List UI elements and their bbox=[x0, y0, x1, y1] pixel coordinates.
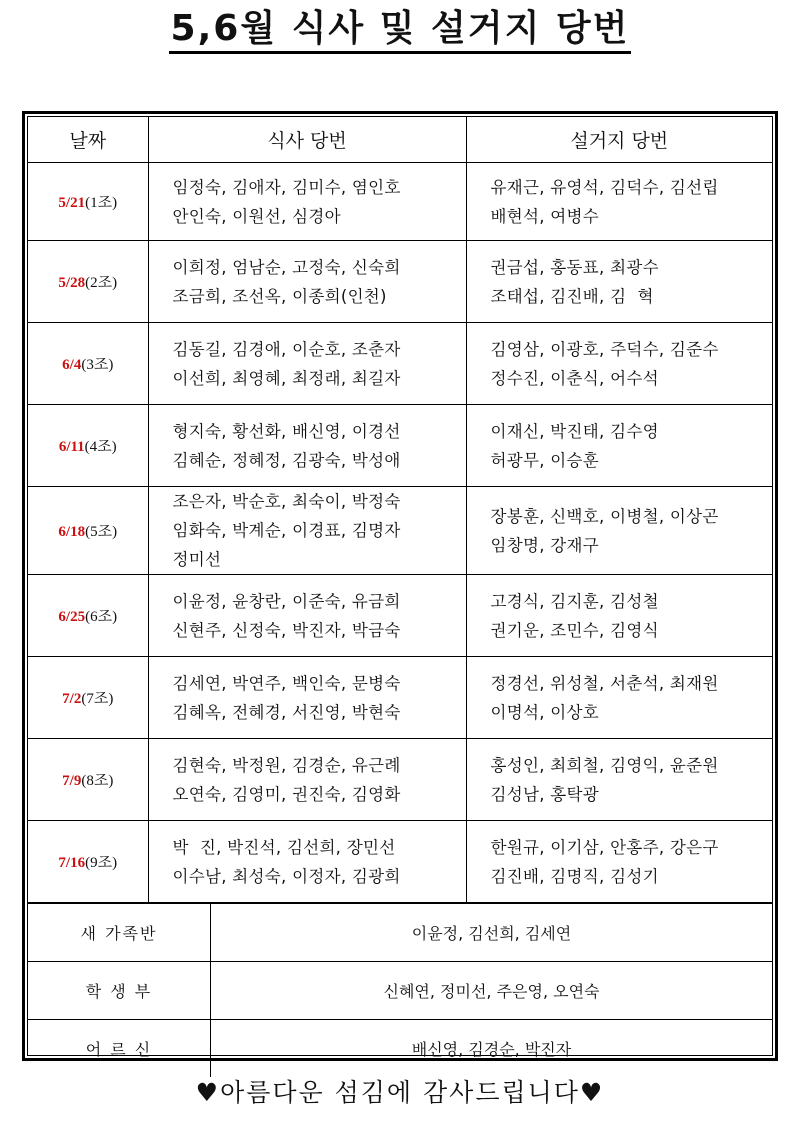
dish-cell bbox=[466, 739, 772, 821]
meal-line: 김혜옥, 전혜경, 서진영, 박현숙 bbox=[172, 702, 401, 722]
meal-line: 김세연, 박연주, 백인숙, 문병숙 bbox=[172, 673, 401, 693]
header-date: 날짜 bbox=[28, 117, 148, 163]
meal-line: 이윤정, 윤창란, 이준숙, 유금희 bbox=[172, 591, 401, 611]
meal-cell bbox=[148, 163, 466, 241]
table-row bbox=[28, 241, 772, 323]
dish-line: 정경선, 위성철, 서춘석, 최재원 bbox=[490, 673, 719, 693]
date-cell bbox=[28, 657, 148, 739]
dish-line: 조태섭, 김진배, 김 혁 bbox=[490, 286, 654, 306]
extra-label: 어 르 신 bbox=[28, 1020, 211, 1078]
meal-cell bbox=[148, 657, 466, 739]
header-dish: 설거지 당번 bbox=[466, 117, 772, 163]
dish-cell bbox=[466, 487, 772, 575]
extra-table bbox=[28, 903, 772, 1077]
dish-cell bbox=[466, 821, 772, 903]
group-text: (4조) bbox=[84, 439, 117, 455]
meal-line: 이수남, 최성숙, 이정자, 김광희 bbox=[172, 866, 401, 886]
schedule-frame bbox=[22, 111, 778, 1061]
date-cell bbox=[28, 323, 148, 405]
group-text: (8조) bbox=[81, 773, 114, 789]
meal-line: 박 진, 박진석, 김선희, 장민선 bbox=[172, 837, 396, 857]
date-cell bbox=[28, 487, 148, 575]
meal-line: 김현숙, 박정원, 김경순, 유근례 bbox=[172, 755, 401, 775]
meal-cell bbox=[148, 821, 466, 903]
extra-names: 이윤정, 김선희, 김세연 bbox=[211, 904, 773, 962]
group-text: (3조) bbox=[81, 357, 114, 373]
extra-row bbox=[28, 962, 772, 1020]
dish-line: 장봉훈, 신백호, 이병철, 이상곤 bbox=[490, 506, 719, 526]
date-text: 7/9 bbox=[62, 773, 82, 789]
table-row bbox=[28, 163, 772, 241]
date-text: 5/28 bbox=[58, 275, 86, 291]
meal-line: 임정숙, 김애자, 김미수, 염인호 bbox=[172, 177, 401, 197]
table-row bbox=[28, 323, 772, 405]
dish-line: 한원규, 이기삼, 안홍주, 강은구 bbox=[490, 837, 719, 857]
dish-line: 김성남, 홍탁광 bbox=[490, 784, 600, 804]
meal-line: 형지숙, 황선화, 배신영, 이경선 bbox=[172, 421, 401, 441]
meal-cell bbox=[148, 405, 466, 487]
date-cell bbox=[28, 163, 148, 241]
group-text: (5조) bbox=[85, 524, 118, 540]
dish-line: 이재신, 박진태, 김수영 bbox=[490, 421, 659, 441]
date-cell bbox=[28, 739, 148, 821]
date-text: 6/11 bbox=[58, 439, 85, 455]
meal-line: 안인숙, 이원선, 심경아 bbox=[172, 206, 341, 226]
meal-line: 김혜순, 정혜정, 김광숙, 박성애 bbox=[172, 450, 401, 470]
dish-line: 배현석, 여병수 bbox=[490, 206, 600, 226]
meal-line: 정미선 bbox=[172, 550, 222, 569]
extra-label: 학 생 부 bbox=[28, 962, 211, 1020]
extra-row bbox=[28, 1020, 772, 1078]
meal-cell bbox=[148, 323, 466, 405]
dish-line: 정수진, 이춘식, 어수석 bbox=[490, 368, 659, 388]
dish-line: 김진배, 김명직, 김성기 bbox=[490, 866, 659, 886]
meal-line: 이선희, 최영혜, 최정래, 최길자 bbox=[172, 368, 401, 388]
group-text: (6조) bbox=[85, 609, 118, 625]
group-text: (2조) bbox=[85, 275, 118, 291]
meal-line: 이희정, 엄남순, 고정숙, 신숙희 bbox=[172, 257, 401, 277]
dish-cell bbox=[466, 405, 772, 487]
meal-cell bbox=[148, 575, 466, 657]
dish-line: 권기운, 조민수, 김영식 bbox=[490, 620, 659, 640]
table-row bbox=[28, 405, 772, 487]
group-text: (9조) bbox=[85, 855, 118, 871]
date-text: 7/16 bbox=[58, 855, 86, 871]
extra-names: 신혜연, 정미선, 주은영, 오연숙 bbox=[211, 962, 773, 1020]
table-row bbox=[28, 821, 772, 903]
dish-line: 권금섭, 홍동표, 최광수 bbox=[490, 257, 659, 277]
meal-line: 임화숙, 박계순, 이경표, 김명자 bbox=[172, 521, 401, 540]
dish-cell bbox=[466, 163, 772, 241]
date-cell bbox=[28, 575, 148, 657]
date-cell bbox=[28, 405, 148, 487]
dish-cell bbox=[466, 323, 772, 405]
meal-cell bbox=[148, 241, 466, 323]
date-cell bbox=[28, 241, 148, 323]
meal-line: 조금희, 조선옥, 이종희(인천) bbox=[172, 286, 387, 306]
footer-message: ♥아름다운 섬김에 감사드립니다♥ bbox=[195, 1078, 605, 1107]
group-text: (7조) bbox=[81, 691, 114, 707]
date-text: 7/2 bbox=[62, 691, 82, 707]
duty-table bbox=[28, 117, 772, 903]
dish-line: 임창명, 강재구 bbox=[490, 535, 600, 555]
dish-line: 고경식, 김지훈, 김성철 bbox=[490, 591, 659, 611]
meal-cell bbox=[148, 487, 466, 575]
table-row bbox=[28, 575, 772, 657]
dish-cell bbox=[466, 657, 772, 739]
extra-label: 새 가족반 bbox=[28, 904, 211, 962]
dish-line: 김영삼, 이광호, 주덕수, 김준수 bbox=[490, 339, 719, 359]
meal-line: 신현주, 신정숙, 박진자, 박금숙 bbox=[172, 620, 401, 640]
dish-cell bbox=[466, 575, 772, 657]
dish-line: 홍성인, 최희철, 김영익, 윤준원 bbox=[490, 755, 719, 775]
extra-names: 배신영, 김경순, 박진자 bbox=[211, 1020, 773, 1078]
dish-cell bbox=[466, 241, 772, 323]
group-text: (1조) bbox=[85, 195, 118, 211]
meal-line: 오연숙, 김영미, 권진숙, 김영화 bbox=[172, 784, 401, 804]
meal-cell bbox=[148, 739, 466, 821]
date-text: 6/18 bbox=[58, 524, 86, 540]
header-meal: 식사 당번 bbox=[148, 117, 466, 163]
dish-line: 유재근, 유영석, 김덕수, 김선립 bbox=[490, 177, 719, 197]
header-row bbox=[28, 117, 772, 163]
page-title: 5,6월 식사 및 설거지 당번 bbox=[169, 8, 632, 54]
dish-line: 허광무, 이승훈 bbox=[490, 450, 600, 470]
extra-row bbox=[28, 904, 772, 962]
table-row bbox=[28, 657, 772, 739]
meal-line: 김동길, 김경애, 이순호, 조춘자 bbox=[172, 339, 401, 359]
date-cell bbox=[28, 821, 148, 903]
dish-line: 이명석, 이상호 bbox=[490, 702, 600, 722]
schedule-inner bbox=[27, 116, 773, 1059]
date-text: 6/4 bbox=[62, 357, 82, 373]
date-text: 5/21 bbox=[58, 195, 86, 211]
date-text: 6/25 bbox=[58, 609, 86, 625]
table-row bbox=[28, 739, 772, 821]
meal-line: 조은자, 박순호, 최숙이, 박정숙 bbox=[172, 492, 401, 511]
page-title-wrap bbox=[0, 6, 800, 52]
table-row bbox=[28, 487, 772, 575]
